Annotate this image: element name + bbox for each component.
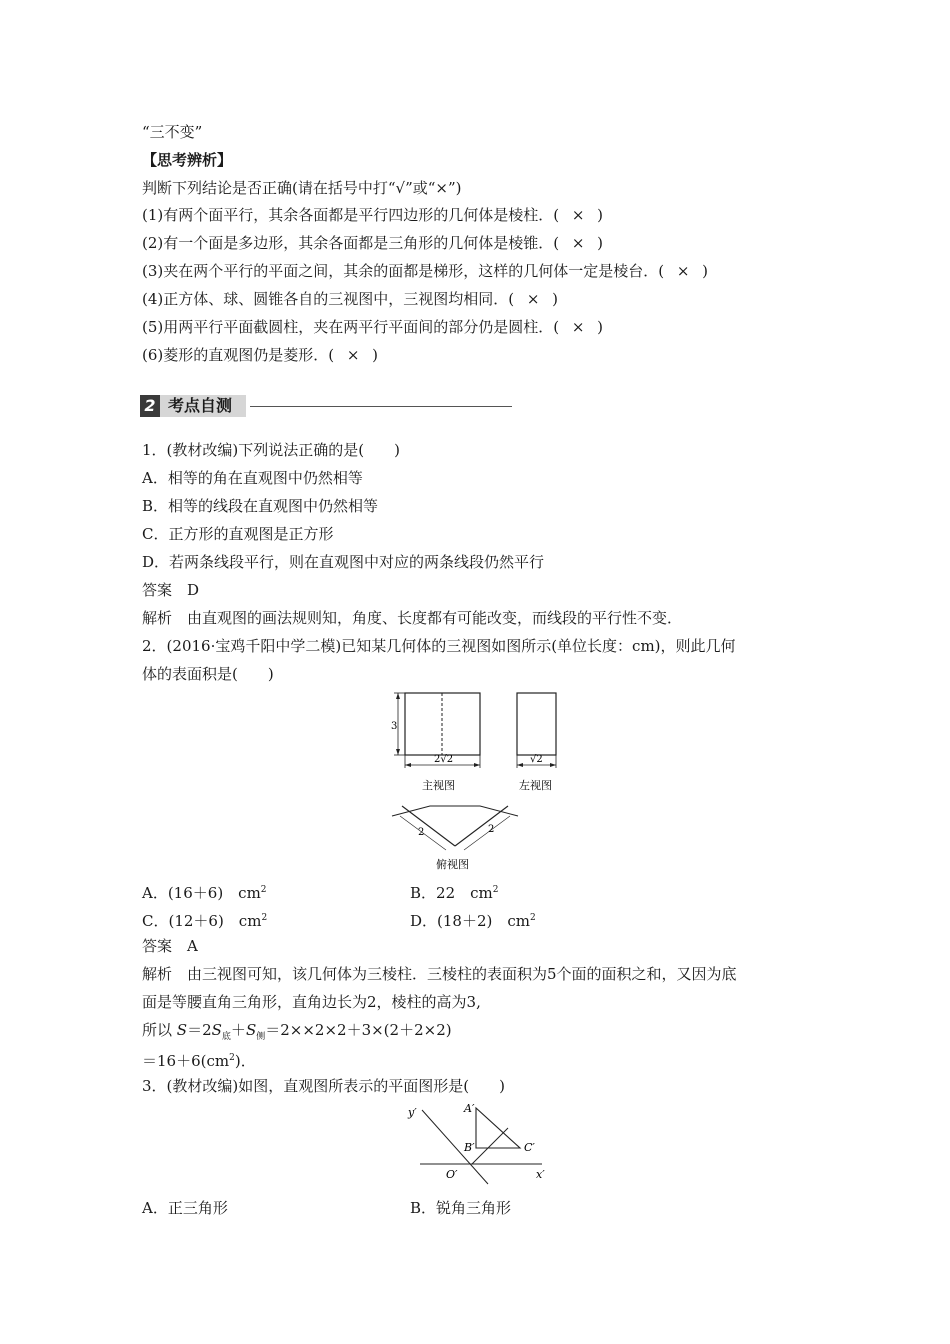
cross-mark: × xyxy=(571,318,585,336)
judgment-close: ) xyxy=(702,262,708,280)
section-heading xyxy=(140,394,512,418)
q1-answer: 答案 D xyxy=(142,581,200,599)
judgment-item xyxy=(142,233,603,253)
dimension-label: 2√2 xyxy=(434,754,454,765)
dimension-label: 3 xyxy=(391,721,398,732)
axis-label: x′ xyxy=(536,1168,545,1181)
judgment-text: (4)正方体、球、圆锥各自的三视图中，三视图均相同．( xyxy=(142,290,515,308)
q2-answer: 答案 A xyxy=(142,937,198,955)
section-label: 【思考辨析】 xyxy=(142,151,233,169)
point-label: O′ xyxy=(446,1168,458,1181)
axis-label: y′ xyxy=(408,1106,417,1119)
judgment-item xyxy=(142,317,603,337)
point-label: B′ xyxy=(464,1141,475,1154)
judgment-close: ) xyxy=(552,290,558,308)
q1-option-a: A．相等的角在直观图中仍然相等 xyxy=(142,469,363,487)
judgment-item xyxy=(142,289,558,309)
left-view-rect xyxy=(517,693,556,755)
q2-stem-cont: 体的表面积是( ) xyxy=(142,665,274,683)
q1-option-b: B．相等的线段在直观图中仍然相等 xyxy=(142,497,379,515)
section-number: 2 xyxy=(140,395,160,417)
cross-mark: × xyxy=(676,262,690,280)
dimension-label: √2 xyxy=(530,754,543,765)
judgment-text: (3)夹在两个平行的平面之间，其余的面都是梯形，这样的几何体一定是棱台．( xyxy=(142,262,665,280)
q2-result: $=16+6(cm^2)$． xyxy=(142,1052,256,1070)
section-title: 考点自测 xyxy=(160,395,246,417)
cross-mark: × xyxy=(571,206,585,224)
top-view-outline xyxy=(392,806,518,816)
q3-option-b: B．锐角三角形 xyxy=(410,1199,512,1217)
judgment-close: ) xyxy=(597,206,603,224)
q2-option-c: C．(12＋6) $cm^2$ xyxy=(142,912,268,930)
q2-analysis-cont: 面是等腰直角三角形，直角边长为2，棱柱的高为3, xyxy=(142,993,481,1011)
cross-mark: × xyxy=(571,234,585,252)
judgment-intro: 判断下列结论是否正确(请在括号中打“√”或“×”) xyxy=(142,179,462,197)
dimension-label: 2 xyxy=(488,824,495,835)
judgment-close: ) xyxy=(597,318,603,336)
q2-formula: 所以 $S=2S_底+S_侧=2\times\times 2\times 2+3\times(2+2\times 2)$ xyxy=(142,1021,452,1042)
point-label: A′ xyxy=(464,1102,475,1115)
q1-option-c: C．正方形的直观图是正方形 xyxy=(142,525,334,543)
judgment-text: (6)菱形的直观图仍是菱形．( xyxy=(142,346,335,364)
judgment-text: (1)有两个面平行，其余各面都是平行四边形的几何体是棱柱．( xyxy=(142,206,560,224)
q2-analysis: 解析 由三视图可知，该几何体为三棱柱．三棱柱的表面积为5个面的面积之和，又因为底 xyxy=(142,965,737,983)
triangle xyxy=(476,1108,520,1148)
three-view-figure xyxy=(380,688,580,873)
quote-line: “三不变” xyxy=(142,123,203,141)
top-view-label: 俯视图 xyxy=(436,858,469,871)
cross-mark: × xyxy=(346,346,360,364)
judgment-close: ) xyxy=(372,346,378,364)
q1-stem: 1．(教材改编)下列说法正确的是( ) xyxy=(142,441,400,459)
cross-mark: × xyxy=(526,290,540,308)
front-view-label: 主视图 xyxy=(422,779,455,792)
q3-stem: 3．(教材改编)如图，直观图所表示的平面图形是( ) xyxy=(142,1077,505,1095)
q1-option-d: D．若两条线段平行，则在直观图中对应的两条线段仍然平行 xyxy=(142,553,545,571)
oblique-figure xyxy=(400,1098,560,1190)
q2-option-d: D．(18＋2) $cm^2$ xyxy=(410,912,536,930)
heading-rule xyxy=(250,406,512,407)
q3-option-a: A．正三角形 xyxy=(142,1199,228,1217)
point-label: C′ xyxy=(524,1141,535,1154)
q2-stem: 2．(2016·宝鸡千阳中学二模)已知某几何体的三视图如图所示(单位长度：cm)，则此几何 xyxy=(142,637,736,655)
left-view-label: 左视图 xyxy=(519,779,552,792)
judgment-item xyxy=(142,261,708,281)
q2-option-a: A．(16＋6) $cm^2$ xyxy=(142,884,267,902)
dimension-label: 2 xyxy=(418,827,425,838)
judgment-close: ) xyxy=(597,234,603,252)
judgment-item xyxy=(142,345,378,365)
judgment-item xyxy=(142,205,603,225)
q2-option-b: B．22 $cm^2$ xyxy=(410,884,499,902)
q1-analysis: 解析 由直观图的画法规则知，角度、长度都有可能改变，而线段的平行性不变． xyxy=(142,609,683,627)
judgment-text: (5)用两平行平面截圆柱，夹在两平行平面间的部分仍是圆柱．( xyxy=(142,318,560,336)
judgment-text: (2)有一个面是多边形，其余各面都是三角形的几何体是棱锥．( xyxy=(142,234,560,252)
